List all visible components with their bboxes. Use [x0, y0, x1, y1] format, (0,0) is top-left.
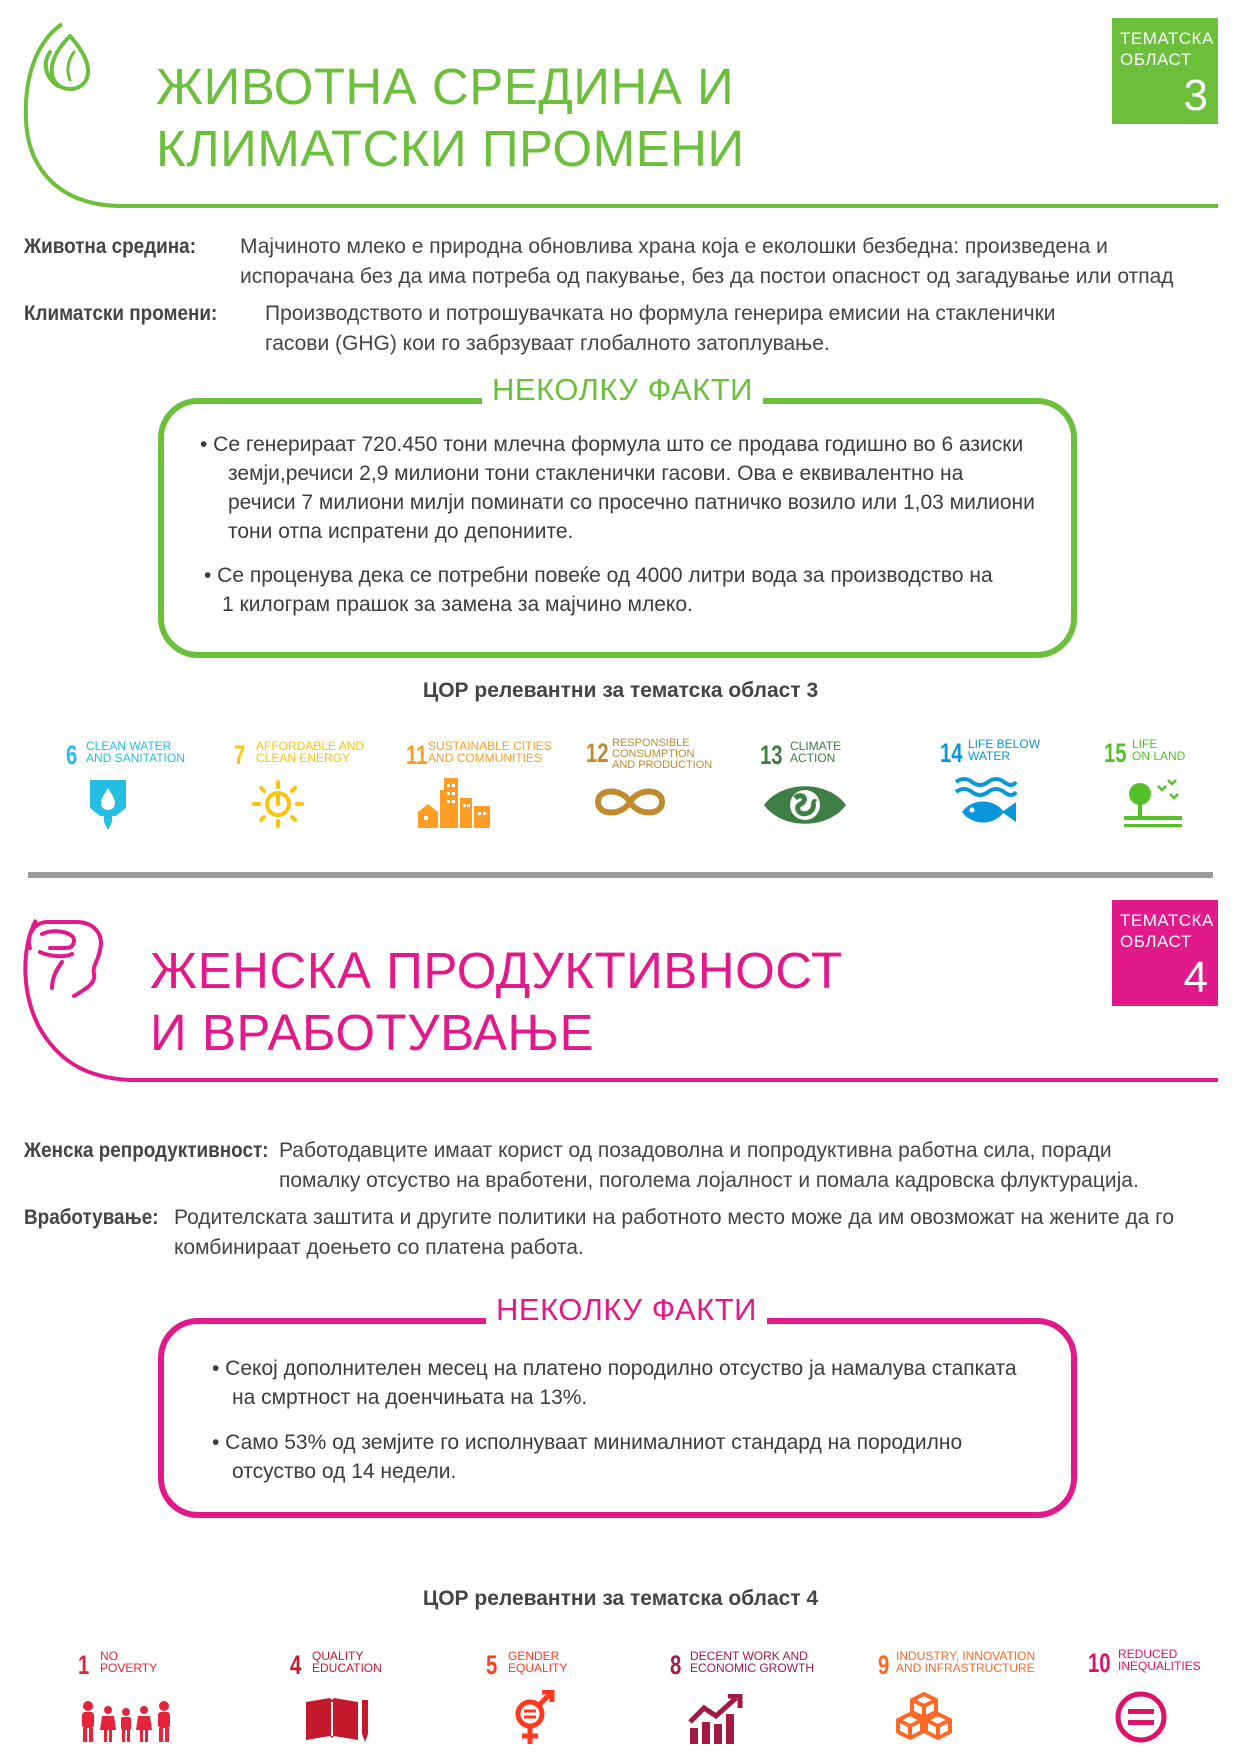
badge-label-line: ОБЛАСТ	[1120, 50, 1192, 69]
water-tap-icon	[88, 778, 128, 832]
sdg-goal-1	[78, 1650, 218, 1760]
sdg-goal-9	[878, 1649, 1036, 1760]
area3-title-line: ЖИВОТНА СРЕДИНА И	[156, 58, 735, 115]
sdg-number: 13	[760, 740, 783, 770]
area3-title-line: КЛИМАТСКИ ПРОМЕНИ	[156, 120, 745, 177]
badge-number: 4	[1183, 953, 1208, 1002]
earth-eye-icon	[762, 784, 848, 826]
definition-term: Климатски промени:	[24, 302, 218, 325]
sdg-number: 14	[940, 738, 963, 768]
sdg-label: CLEAN WATER AND SANITATION	[86, 739, 185, 765]
definition-employment	[24, 1203, 1224, 1263]
definition-term: Животна средина:	[24, 235, 196, 258]
badge-label-line: ОБЛАСТ	[1120, 932, 1192, 951]
fact-item: • Само 53% од земјите го исполнуваат минималниот стандард на породилно отсуство од 14 недели.	[212, 1431, 963, 1483]
sdg-label: REDUCED INEQUALITIES	[1118, 1647, 1201, 1673]
definition-text: Производството и потрошувачката но формула генерира емисии на стакленички гасови (GHG) кои го забрзуваат глобалното затоплување.	[265, 302, 1056, 355]
definition-text: Работодавците имаат корист од позадоволна и попродуктивна работна сила, поради помалку отсуство на вработени, поголема лојалност и помала кадровска флуктурација.	[279, 1139, 1139, 1192]
sdg-goal-13	[760, 740, 900, 850]
area4-title-line: ЖЕНСКА ПРОДУКТИВНОСТ	[150, 942, 843, 999]
growth-chart-icon	[688, 1694, 744, 1744]
definition-text: Мајчиното млеко е природна обновлива храна која е еколошки безбедна: произведена и испорачана без да има потреба од пакување, без да постои опасност од загадување или отпад	[240, 235, 1174, 288]
sdg-label: RESPONSIBLE CONSUMPTION AND PRODUCTION	[612, 737, 713, 771]
sdg-label: DECENT WORK AND ECONOMIC GROWTH	[690, 1649, 814, 1675]
sdg-label: NO POVERTY	[100, 1649, 158, 1675]
fish-waves-icon	[954, 776, 1018, 828]
sdg-goal-7	[234, 740, 374, 850]
sdg-goal-6	[66, 740, 206, 850]
definition-term: Вработување:	[24, 1206, 159, 1229]
sdg-number: 7	[234, 740, 246, 770]
sdg-number: 11	[406, 740, 428, 770]
sdg-label: LIFE ON LAND	[1132, 737, 1186, 763]
sdg-goal-15	[1104, 738, 1224, 848]
thematic-area-4-section	[0, 880, 1241, 1754]
sdg-goal-12	[586, 738, 726, 848]
sdg-goal-10	[1088, 1648, 1228, 1758]
sdg-goal-5	[486, 1650, 626, 1760]
badge-label-line: ТЕМАТСКА	[1120, 29, 1214, 48]
sdg-number: 4	[290, 1650, 302, 1680]
sdg-number: 12	[586, 738, 609, 768]
sdg-goal-4	[290, 1650, 430, 1760]
definition-climate	[24, 299, 1224, 359]
definition-term: Женска репродуктивност:	[24, 1139, 269, 1162]
definition-productivity	[24, 1136, 1224, 1196]
badge-number: 3	[1183, 71, 1208, 120]
sdg-number: 9	[878, 1650, 890, 1680]
thematic-area-badge	[1112, 18, 1218, 124]
sdg-number: 6	[66, 740, 78, 770]
fact-item: • Се проценува дека се потребни повеќе од 4000 литри вода за производство на 1 килограм прашок за замена за мајчино млеко.	[204, 564, 993, 616]
raised-fist-icon	[12, 908, 112, 1008]
definition-environment	[24, 232, 1224, 292]
sdg-label: QUALITY EDUCATION	[312, 1649, 382, 1675]
sdg-goal-8	[670, 1650, 820, 1760]
sdg-label: INDUSTRY, INNOVATION AND INFRASTRUCTURE	[896, 1649, 1036, 1675]
sdg-goal-11	[406, 739, 552, 850]
sdg-label: LIFE BELOW WATER	[968, 737, 1041, 763]
section-divider	[28, 872, 1213, 878]
sdg-label: GENDER EQUALITY	[508, 1649, 568, 1675]
family-people-icon	[78, 1700, 174, 1744]
sdg-number: 10	[1088, 1648, 1111, 1678]
definition-text: Родителската заштита и другите политики на работното место може да им овозможат на жените да го комбинираат доењето со платена работа.	[174, 1206, 1175, 1259]
infinity-loop-icon	[592, 782, 668, 822]
sdg-label: CLIMATE ACTION	[790, 739, 842, 765]
thematic-area-3-section	[0, 0, 1241, 860]
sun-power-icon	[250, 780, 306, 828]
sdg-number: 1	[78, 1650, 90, 1680]
cubes-icon	[894, 1692, 954, 1746]
gender-equality-icon	[508, 1690, 558, 1746]
equal-circle-icon	[1114, 1690, 1168, 1744]
badge-label-line: ТЕМАТСКА	[1120, 911, 1214, 930]
fact-item: • Се генерираат 720.450 тони млечна формула што се продава годишно во 6 азиски земји,речиси 2,9 милиони тони стакленички гасови. Ова е еквивалентно на речиси 7 милиони милји поминати со просечно патничко возило или 1,03 милиони тони отпа испратени до депониите.	[200, 433, 1035, 543]
sdg-number: 5	[486, 1650, 498, 1680]
area4-title-line: И ВРАБОТУВАЊЕ	[150, 1004, 594, 1061]
area4-title	[150, 940, 843, 1064]
sdg-goal-14	[940, 738, 1080, 848]
sdg-number: 15	[1104, 738, 1127, 768]
sdg-section-heading: ЦОР релевантни за тематска област 3	[422, 679, 819, 702]
facts-box	[158, 1318, 1077, 1518]
fact-item: • Секој дополнителен месец на платено породилно отсуство ја намалува стапката на смртност на доенчињата на 13%.	[212, 1357, 1017, 1409]
facts-title: НЕКОЛКУ ФАКТИ	[486, 1292, 767, 1328]
book-pencil-icon	[304, 1696, 370, 1744]
leaf-drop-icon	[36, 30, 106, 100]
sdg-label: SUSTAINABLE CITIES AND COMMUNITIES	[428, 739, 552, 765]
thematic-area-badge	[1112, 900, 1218, 1006]
sdg-section-heading: ЦОР релевантни за тематска област 4	[422, 1587, 819, 1610]
tree-birds-icon	[1124, 776, 1184, 830]
sdg-label: AFFORDABLE AND CLEAN ENERGY	[256, 739, 365, 765]
city-buildings-icon	[416, 776, 492, 828]
facts-title: НЕКОЛКУ ФАКТИ	[482, 372, 763, 408]
sdg-number: 8	[670, 1650, 682, 1680]
area3-title	[156, 56, 745, 180]
